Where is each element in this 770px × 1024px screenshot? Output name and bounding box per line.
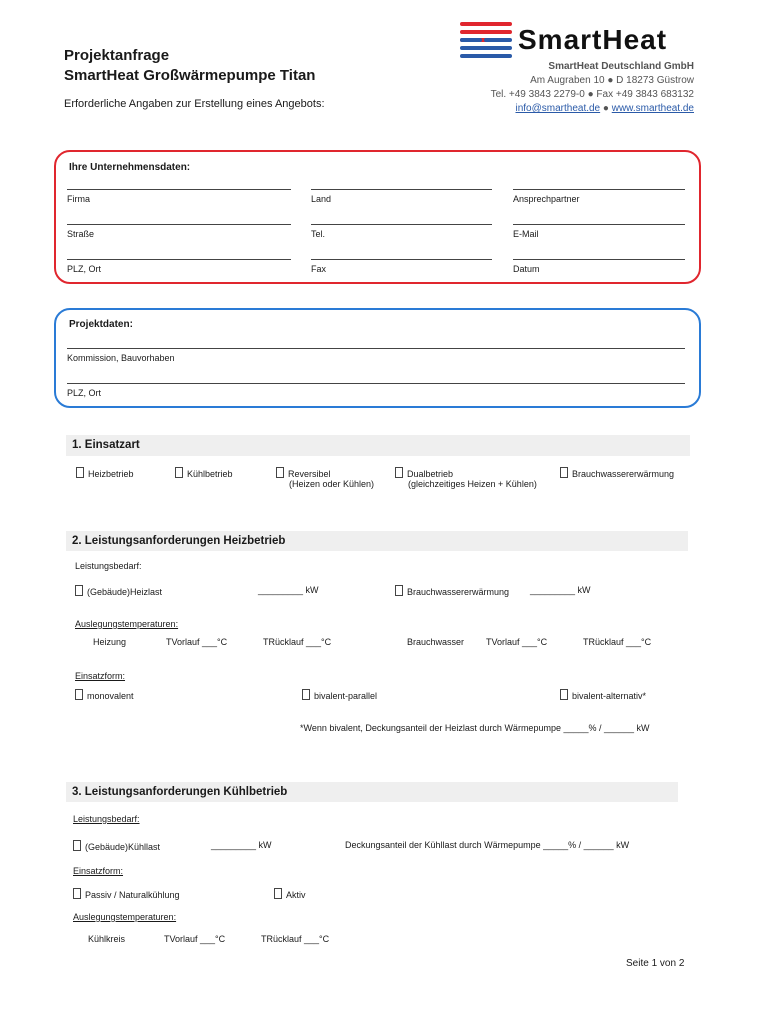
kuehlkreis-label: Kühlkreis bbox=[88, 934, 126, 944]
page-title-line2: SmartHeat Großwärmepumpe Titan bbox=[64, 67, 316, 84]
page-title-line1: Projektanfrage bbox=[64, 47, 170, 64]
email-link[interactable]: info@smartheat.de bbox=[515, 103, 601, 114]
checkbox-icon[interactable] bbox=[560, 689, 568, 700]
brand-name: SmartHeat bbox=[518, 24, 668, 55]
kommission-field[interactable]: Kommission, Bauvorhaben bbox=[67, 348, 685, 363]
brauchwasser-value[interactable]: _________ kW bbox=[530, 585, 591, 595]
heizlast-value[interactable]: _________ kW bbox=[258, 585, 319, 595]
tel-field[interactable]: Tel. bbox=[311, 224, 492, 239]
project-plz-ort-field[interactable]: PLZ, Ort bbox=[67, 383, 685, 398]
company-name: SmartHeat Deutschland GmbH bbox=[548, 61, 694, 72]
smartheat-logo-icon bbox=[460, 20, 512, 60]
checkbox-icon[interactable] bbox=[302, 689, 310, 700]
kuehllast-option[interactable]: (Gebäude)Kühllast bbox=[73, 840, 160, 852]
page-number: Seite 1 von 2 bbox=[626, 958, 685, 969]
heizung-truecklauf[interactable]: TRücklauf ___°C bbox=[263, 637, 332, 647]
auslegung-label: Auslegungstemperaturen: bbox=[75, 619, 179, 629]
company-data-heading: Ihre Unternehmensdaten: bbox=[69, 162, 191, 173]
kuehllast-value[interactable]: _________ kW bbox=[211, 840, 272, 850]
heizung-tvorlauf[interactable]: TVorlauf ___°C bbox=[166, 637, 228, 647]
bw-tvorlauf[interactable]: TVorlauf ___°C bbox=[486, 637, 548, 647]
project-data-heading: Projektdaten: bbox=[69, 319, 133, 330]
checkbox-icon[interactable] bbox=[395, 467, 403, 478]
plz-ort-field[interactable]: PLZ, Ort bbox=[67, 259, 291, 274]
passiv-option[interactable]: Passiv / Naturalkühlung bbox=[73, 888, 180, 900]
contact-separator: ● bbox=[602, 103, 609, 114]
brauchwasser-label: Brauchwasser bbox=[407, 637, 465, 647]
section1-heading: 1. Einsatzart bbox=[66, 435, 690, 456]
section3-heading: 3. Leistungsanforderungen Kühlbetrieb bbox=[66, 782, 678, 802]
section2-heading: 2. Leistungsanforderungen Heizbetrieb bbox=[66, 531, 688, 551]
leistungsbedarf-label: Leistungsbedarf: bbox=[75, 561, 142, 571]
bw-truecklauf[interactable]: TRücklauf ___°C bbox=[583, 637, 652, 647]
kuehl-tvorlauf[interactable]: TVorlauf ___°C bbox=[164, 934, 226, 944]
kuehl-auslegung-label: Auslegungstemperaturen: bbox=[73, 912, 177, 922]
checkbox-icon[interactable] bbox=[274, 888, 282, 899]
checkbox-icon[interactable] bbox=[560, 467, 568, 478]
brauchwasser-option[interactable]: Brauchwassererwärmung bbox=[395, 585, 509, 597]
option-reversibel-note: (Heizen oder Kühlen) bbox=[289, 479, 375, 489]
monovalent-option[interactable]: monovalent bbox=[75, 689, 134, 701]
kuehl-leistungsbedarf-label: Leistungsbedarf: bbox=[73, 814, 140, 824]
einsatzform-label: Einsatzform: bbox=[75, 671, 126, 681]
option-dualbetrieb[interactable]: Dualbetrieb bbox=[395, 467, 453, 479]
kuehl-einsatzform-label: Einsatzform: bbox=[73, 866, 124, 876]
fax-field[interactable]: Fax bbox=[311, 259, 492, 274]
checkbox-icon[interactable] bbox=[76, 467, 84, 478]
option-dualbetrieb-note: (gleichzeitiges Heizen + Kühlen) bbox=[408, 479, 537, 489]
land-field[interactable]: Land bbox=[311, 189, 492, 204]
aktiv-option[interactable]: Aktiv bbox=[274, 888, 306, 900]
option-kuehlbetrieb[interactable]: Kühlbetrieb bbox=[175, 467, 233, 479]
website-link[interactable]: www.smartheat.de bbox=[611, 103, 694, 114]
ansprechpartner-field[interactable]: Ansprechpartner bbox=[513, 189, 685, 204]
kuehl-truecklauf[interactable]: TRücklauf ___°C bbox=[261, 934, 330, 944]
checkbox-icon[interactable] bbox=[75, 585, 83, 596]
page-subtitle: Erforderliche Angaben zur Erstellung eines Angebots: bbox=[64, 98, 325, 110]
option-heizbetrieb[interactable]: Heizbetrieb bbox=[76, 467, 134, 479]
company-address: Am Augraben 10 ● D 18273 Güstrow bbox=[530, 75, 694, 86]
strasse-field[interactable]: Straße bbox=[67, 224, 291, 239]
firma-field[interactable]: Firma bbox=[67, 189, 291, 204]
company-phone-fax: Tel. +49 3843 2279-0 ● Fax +49 3843 683132 bbox=[490, 89, 694, 100]
bivalent-parallel-option[interactable]: bivalent-parallel bbox=[302, 689, 377, 701]
checkbox-icon[interactable] bbox=[276, 467, 284, 478]
datum-field[interactable]: Datum bbox=[513, 259, 685, 274]
checkbox-icon[interactable] bbox=[75, 689, 83, 700]
checkbox-icon[interactable] bbox=[175, 467, 183, 478]
kuehl-deckungsanteil[interactable]: Deckungsanteil der Kühllast durch Wärmepumpe _____% / ______ kW bbox=[345, 840, 630, 850]
bivalent-alternativ-option[interactable]: bivalent-alternativ* bbox=[560, 689, 646, 701]
bivalent-note: *Wenn bivalent, Deckungsanteil der Heizlast durch Wärmepumpe _____% / ______ kW bbox=[300, 723, 650, 733]
option-reversibel[interactable]: Reversibel bbox=[276, 467, 331, 479]
email-field[interactable]: E-Mail bbox=[513, 224, 685, 239]
heizlast-option[interactable]: (Gebäude)Heizlast bbox=[75, 585, 162, 597]
checkbox-icon[interactable] bbox=[73, 840, 81, 851]
checkbox-icon[interactable] bbox=[395, 585, 403, 596]
option-brauchwasser[interactable]: Brauchwassererwärmung bbox=[560, 467, 674, 479]
checkbox-icon[interactable] bbox=[73, 888, 81, 899]
heizung-label: Heizung bbox=[93, 637, 127, 647]
